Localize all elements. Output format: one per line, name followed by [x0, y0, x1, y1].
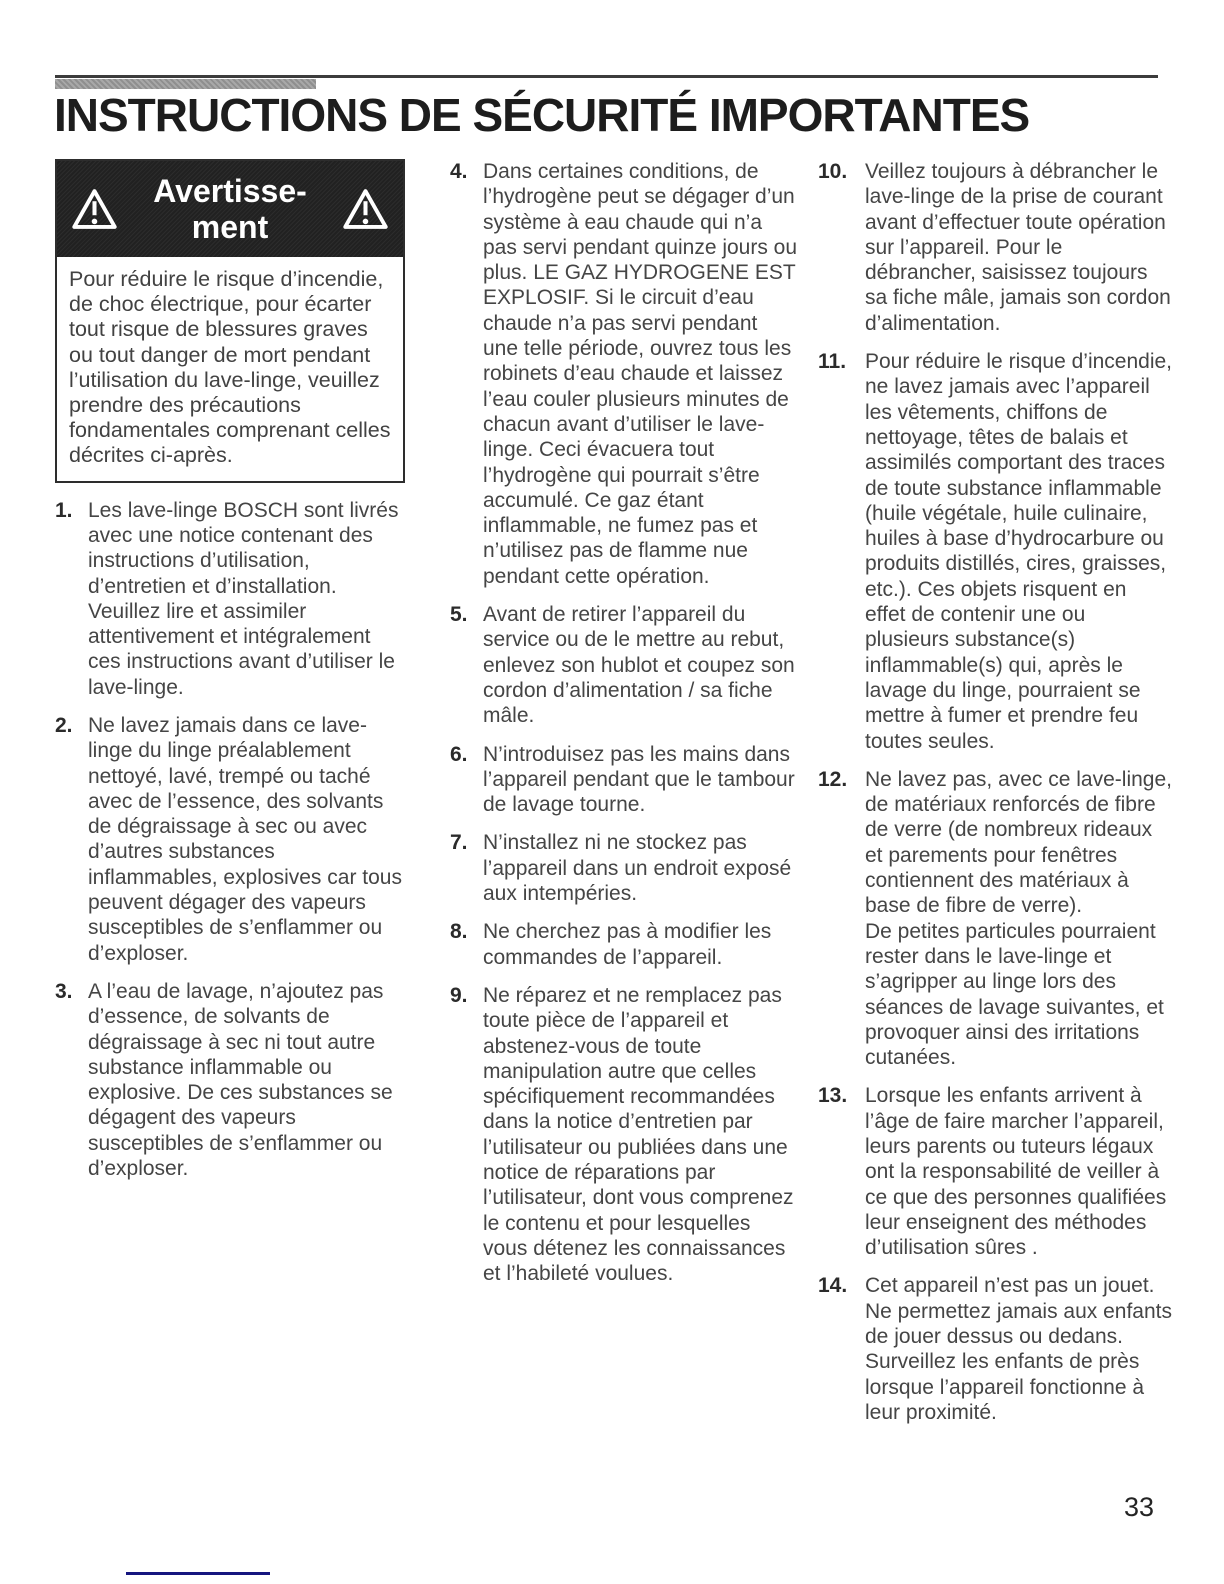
instruction-item-3 [55, 979, 405, 1181]
item-number: 9. [450, 983, 468, 1007]
instruction-item-5 [450, 602, 798, 728]
item-number: 8. [450, 920, 468, 944]
item-number: 14. [818, 1274, 848, 1298]
item-text: Ne lavez pas, avec ce lave-linge, de matériaux renforcés de fibre de verre (de nombreux rideaux et parements pour fenêtres contiennent des matériaux à base de fibre de verre). De petites particules pourraient rester dans le lave-linge et s’agripper au linge lors des séances de lavage suivantes, et provoquer ainsi des irritations cutanées. [865, 767, 1172, 1070]
page-number: 33 [1124, 1492, 1155, 1522]
item-text: Ne réparez et ne remplacez pas toute pièce de l’appareil et abstenez-vous de toute manipulation autre que celles spécifiquement recommandées dans la notice d’entretien par l’utilisateur ou publiées dans une notice de réparations par l’utilisateur, dont vous comprenez le contenu et pour lesquelles vous détenez les connaissances et l’habileté voulues. [483, 983, 794, 1286]
instruction-item-1 [55, 498, 405, 700]
item-number: 4. [450, 160, 468, 183]
item-number: 10. [818, 160, 848, 183]
item-text: A l’eau de lavage, n’ajoutez pas d’essence, de solvants de dégraissage à sec ni tout autre substance inflammable ou explosive. De ces substances se dégagent des vapeurs susceptibles de s’enflammer ou d’exploser. [88, 979, 393, 1181]
warning-title: Avertisse- ment [153, 173, 307, 245]
item-number: 1. [55, 498, 73, 522]
item-text: Veillez toujours à débrancher le lave-linge de la prise de courant avant d’effectuer toute opération sur l’appareil. Pour le débrancher, saisissez toujours sa fiche mâle, jamais son cordon d’alimentation. [865, 160, 1171, 335]
item-text: Avant de retirer l’appareil du service ou de le mettre au rebut, enlevez son hublot et coupez son cordon d’alimentation / sa fiche mâle. [483, 603, 795, 728]
item-number: 11. [818, 350, 847, 374]
warning-triangle-icon [71, 188, 118, 230]
item-number: 13. [818, 1084, 848, 1108]
item-number: 5. [450, 603, 468, 627]
warning-triangle-icon [342, 188, 389, 230]
item-text: Ne cherchez pas à modifier les commandes de l’appareil. [483, 920, 772, 969]
item-text: Dans certaines conditions, de l’hydrogène peut se dégager d’un système à eau chaude qui n’a pas servi pendant quinze jours ou plus. LE GAZ HYDROGENE EST EXPLOSIF. Si le circuit d’eau chaude n’a pas servi pendant une telle période, ouvrez tous les robinets d’eau chaude et laissez l’eau couler plusieurs minutes de chacun avant d’utiliser le lave-linge. Ceci évacuera tout l’hydrogène qui pourrait s’être accumulé. Ce gaz étant inflammable, ne fumez pas et n’utilisez pas de flamme nue pendant cette opération. [483, 160, 798, 588]
instruction-item-10 [818, 159, 1172, 336]
top-rule-line [55, 75, 1158, 78]
instruction-item-6 [450, 742, 798, 818]
warning-box-header [57, 161, 403, 257]
item-text: Cet appareil n’est pas un jouet. Ne permettez jamais aux enfants de jouer dessus ou dedans. Surveillez les enfants de près lorsque l’appareil fonctionne à leur proximité. [865, 1274, 1172, 1424]
item-text: N’introduisez pas les mains dans l’appareil pendant que le tambour de lavage tourne. [483, 742, 795, 817]
item-number: 2. [55, 714, 73, 737]
item-text: Ne lavez jamais dans ce lave-linge du linge préalablement nettoyé, lavé, trempé ou taché avec de l’essence, des solvants de dégraissage à sec ou avec d’autres substances inflammables, explosives car tous peuvent dégager des vapeurs susceptibles de s’enflammer ou d’exploser. [88, 714, 402, 965]
column-right [818, 159, 1172, 1438]
column-middle [450, 159, 798, 1299]
item-text: Les lave-linge BOSCH sont livrés avec une notice contenant des instructions d’utilisation, d’entretien et d’installation. Veuillez lire et assimiler attentivement et intégralement ces instructions avant d’utiliser le lave-linge. [88, 498, 399, 699]
item-text: N’installez ni ne stockez pas l’appareil dans un endroit exposé aux intempéries. [483, 831, 792, 906]
warning-body-text: Pour réduire le risque d’incendie, de choc électrique, pour écarter tout risque de blessures graves ou tout danger de mort pendant l’utilisation du lave-linge, veuillez prendre des précautions fondamentales comprenant celles décrites ci-après. [69, 267, 391, 468]
instruction-item-2 [55, 713, 405, 966]
instruction-item-12 [818, 767, 1172, 1071]
item-text: Pour réduire le risque d’incendie, ne lavez jamais avec l’appareil les vêtements, chiffons de nettoyage, têtes de balais et assimilés comportant des traces de toute substance inflammable (huile végétale, huile culinaire, huiles à base d’hydrocarbure ou produits distillés, cires, graisses, etc.). Ces objets risquent en effet de contenir une ou plusieurs substance(s) inflammable(s) qui, après le lavage du linge, pourraient se mettre à fumer et prendre feu toutes seules. [865, 350, 1173, 753]
item-text: Lorsque les enfants arrivent à l’âge de faire marcher l’appareil, leurs parents ou tuteurs légaux ont la responsabilité de veiller à ce que des personnes qualifiées leur enseignent des méthodes d’utilisation sûres . [865, 1084, 1167, 1260]
item-number: 3. [55, 979, 73, 1003]
instruction-item-7 [450, 830, 798, 906]
item-number: 7. [450, 831, 468, 855]
instruction-item-14 [818, 1273, 1172, 1425]
instruction-item-11 [818, 349, 1172, 754]
page-title: INSTRUCTIONS DE SÉCURITÉ IMPORTANTES [54, 89, 1030, 141]
column-left [55, 159, 405, 1194]
footer-line [126, 1572, 270, 1575]
instruction-item-9 [450, 983, 798, 1287]
instruction-item-4 [450, 159, 798, 589]
instruction-item-8 [450, 919, 798, 970]
instruction-item-13 [818, 1083, 1172, 1260]
item-number: 6. [450, 742, 468, 766]
warning-box [55, 159, 405, 483]
item-number: 12. [818, 767, 848, 791]
